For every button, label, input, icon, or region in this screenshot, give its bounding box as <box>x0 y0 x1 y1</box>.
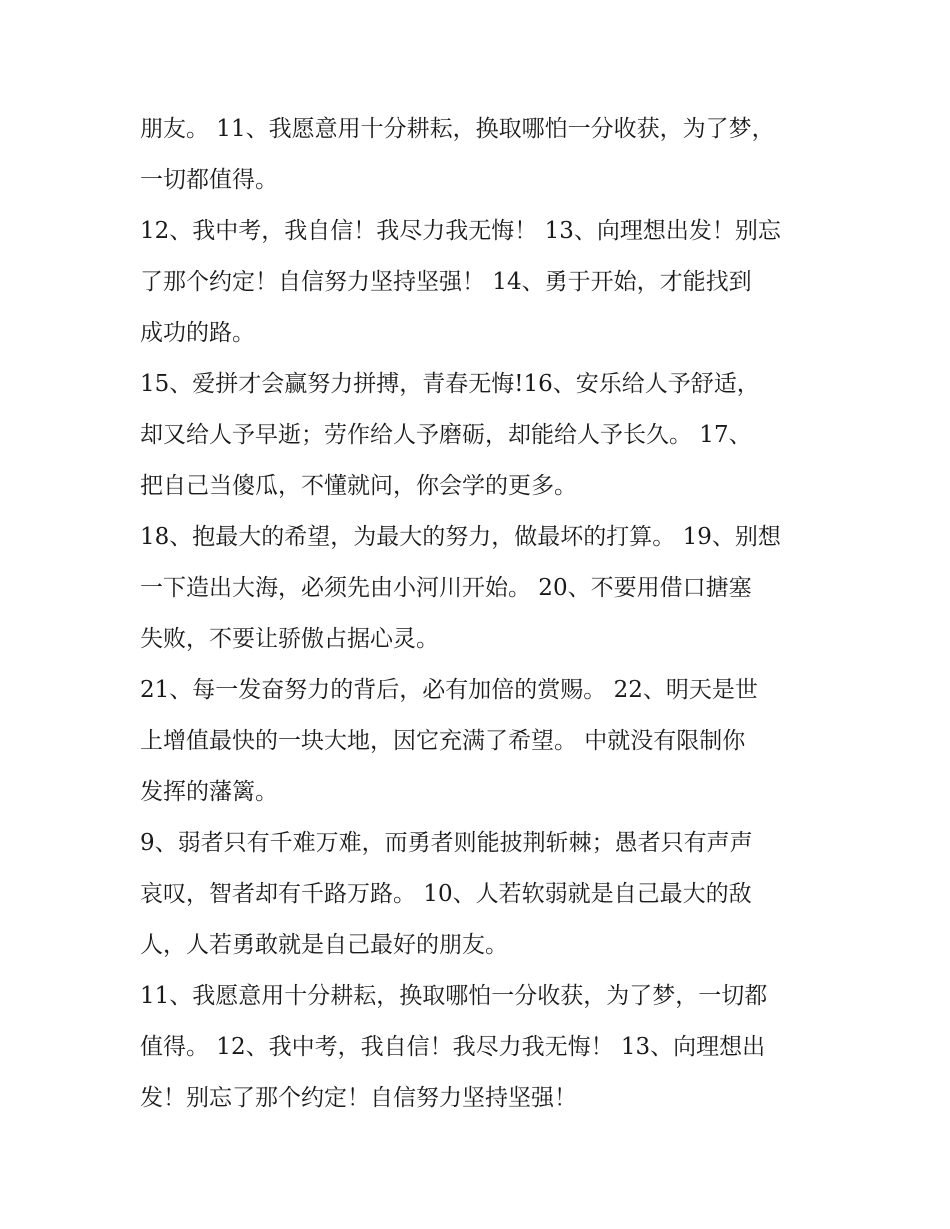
text-line: 了那个约定！自信努力坚持坚强！ 14、勇于开始，才能找到 <box>140 269 752 295</box>
text-line: 发挥的藩篱。 <box>140 779 278 805</box>
text-line: 一下造出大海，必须先由小河川开始。 20、不要用借口搪塞 <box>140 575 752 601</box>
text-line: 朋友。 11、我愿意用十分耕耘，换取哪怕一分收获，为了梦， <box>140 116 775 142</box>
text-line: 12、我中考，我自信！我尽力我无悔！ 13、向理想出发！别忘 <box>140 218 781 244</box>
text-line: 18、抱最大的希望，为最大的努力，做最坏的打算。 19、别想 <box>140 524 781 550</box>
text-line: 发！别忘了那个约定！自信努力坚持坚强！ <box>140 1085 577 1111</box>
text-line: 值得。 12、我中考，我自信！我尽力我无悔！ 13、向理想出 <box>140 1034 766 1060</box>
text-line: 9、弱者只有千难万难，而勇者则能披荆斩棘；愚者只有声声 <box>140 830 753 856</box>
text-line: 一切都值得。 <box>140 167 278 193</box>
text-line: 失败，不要让骄傲占据心灵。 <box>140 626 439 652</box>
text-line: 成功的路。 <box>140 320 255 346</box>
text-line: 人，人若勇敢就是自己最好的朋友。 <box>140 932 508 958</box>
text-line: 哀叹，智者却有千路万路。 10、人若软弱就是自己最大的敌 <box>140 881 752 907</box>
document-body <box>140 104 820 1124</box>
text-line: 把自己当傻瓜，不懂就问，你会学的更多。 <box>140 473 577 499</box>
text-line: 却又给人予早逝；劳作给人予磨砺，却能给人予长久。 17、 <box>140 422 752 448</box>
text-line: 15、爱拼才会赢努力拼搏，青春无悔!16、安乐给人予舒适， <box>140 371 760 397</box>
text-line: 上增值最快的一块大地，因它充满了希望。 中就没有限制你 <box>140 728 746 754</box>
text-line: 11、我愿意用十分耕耘，换取哪怕一分收获，为了梦，一切都 <box>140 983 768 1009</box>
text-line: 21、每一发奋努力的背后，必有加倍的赏赐。 22、明天是世 <box>140 677 758 703</box>
